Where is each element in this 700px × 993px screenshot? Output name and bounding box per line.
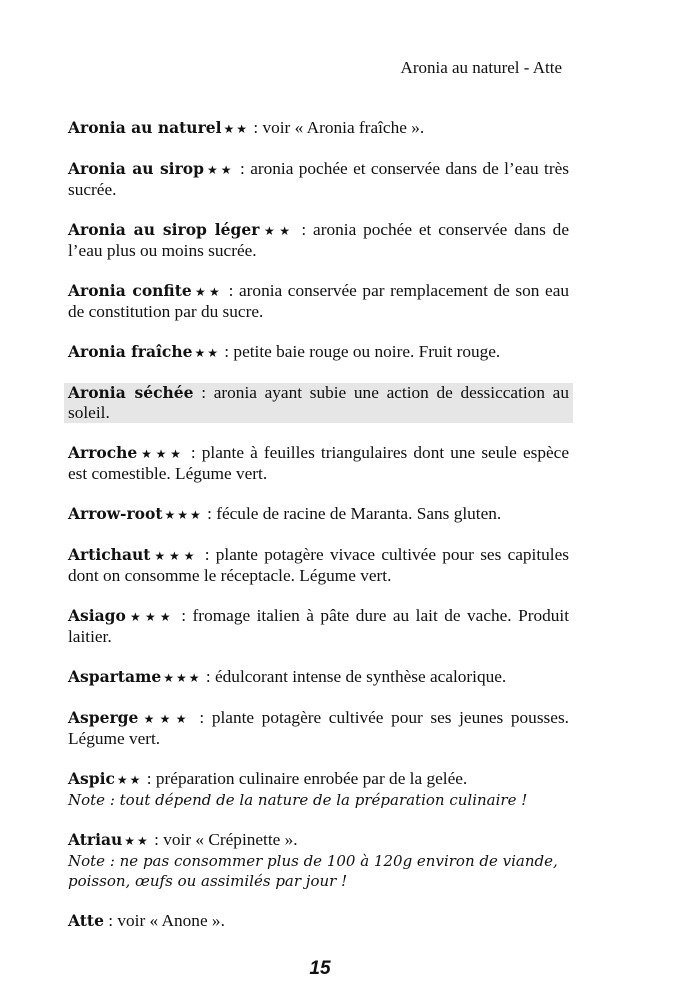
glossary-entry	[66, 342, 571, 363]
running-header: Aronia au naturel - Atte	[400, 58, 562, 77]
rating-stars-icon: ★★★	[140, 712, 192, 726]
rating-stars-icon: ★★	[124, 834, 150, 848]
rating-stars-icon: ★★★	[139, 447, 185, 461]
entry-term: Artichaut	[68, 545, 151, 564]
entry-term: Aspartame	[68, 667, 162, 686]
entry-definition: : plante potagère cultivée pour ses jeunes pousses. Légume vert.	[68, 708, 569, 748]
glossary-entry	[66, 606, 571, 647]
rating-stars-icon: ★★★	[164, 508, 203, 522]
entry-definition: : préparation culinaire enrobée par de la gelée.	[142, 769, 468, 788]
rating-stars-icon: ★★	[261, 224, 295, 238]
entry-definition: : aronia conservée par remplacement de son eau de constitution par du sucre.	[68, 281, 570, 321]
glossary-entry	[66, 118, 571, 139]
entry-definition: : aronia pochée et conservée dans de l’eau très sucrée.	[68, 159, 570, 199]
entry-term: Aronia au sirop	[68, 159, 204, 178]
entry-definition: : plante potagère vivace cultivée pour ses capitules dont on consomme le réceptacle. Légume vert.	[68, 545, 569, 585]
entry-definition: : fromage italien à pâte dure au lait de vache. Produit laitier.	[68, 606, 569, 646]
glossary-entry	[66, 911, 571, 931]
entry-definition: : aronia ayant subie une action de dessiccation au soleil.	[68, 383, 569, 422]
entry-term: Aronia confite	[68, 281, 192, 300]
rating-stars-icon: ★★	[193, 285, 224, 299]
glossary-entry	[66, 220, 571, 261]
entry-definition: : petite baie rouge ou noire. Fruit rouge.	[219, 342, 501, 361]
entry-term: Aronia au sirop léger	[68, 220, 260, 239]
glossary-entries	[66, 118, 571, 951]
entry-definition: : voir « Aronia fraîche ».	[249, 118, 425, 137]
rating-stars-icon: ★★	[194, 346, 220, 360]
glossary-entry	[66, 504, 571, 525]
rating-stars-icon: ★★	[205, 163, 235, 177]
entry-definition: : plante à feuilles triangulaires dont une seule espèce est comestible. Légume vert.	[68, 443, 569, 483]
entry-term: Aronia fraîche	[68, 342, 193, 361]
glossary-entry	[66, 443, 571, 484]
glossary-entry	[66, 545, 571, 586]
entry-definition: : voir « Anone ».	[103, 911, 225, 930]
entry-definition: : fécule de racine de Maranta. Sans gluten.	[202, 504, 502, 523]
glossary-entry	[66, 159, 571, 200]
rating-stars-icon: ★★★	[127, 610, 175, 624]
glossary-entry	[66, 830, 571, 891]
rating-stars-icon: ★★★	[152, 549, 199, 563]
glossary-entry	[66, 667, 571, 688]
entry-term: Asperge	[68, 708, 139, 727]
entry-definition: : voir « Crépinette ».	[149, 830, 298, 849]
glossary-entry	[66, 769, 571, 810]
glossary-entry	[66, 708, 571, 749]
page-number: 15	[309, 958, 331, 979]
entry-definition: : édulcorant intense de synthèse acalorique.	[201, 667, 507, 686]
entry-term: Asiago	[68, 606, 126, 625]
entry-term: Aronia séchée	[68, 383, 194, 402]
entry-note: Note : ne pas consommer plus de 100 à 120g environ de viande, poisson, œufs ou assimilés par jour !	[68, 852, 558, 890]
rating-stars-icon: ★★★	[163, 671, 202, 685]
rating-stars-icon: ★★	[223, 122, 250, 136]
entry-term: Aronia au naturel	[68, 118, 222, 137]
entry-term: Aspic	[68, 769, 115, 788]
glossary-entry-highlighted	[64, 383, 573, 423]
entry-term: Atte	[68, 911, 104, 930]
entry-term: Arrow-root	[68, 504, 163, 523]
entry-term: Atriau	[68, 830, 123, 849]
entry-note: Note : tout dépend de la nature de la préparation culinaire !	[68, 791, 528, 809]
entry-term: Arroche	[68, 443, 138, 462]
glossary-entry	[66, 281, 571, 322]
rating-stars-icon: ★★	[116, 773, 143, 787]
entry-definition: : aronia pochée et conservée dans de l’eau plus ou moins sucrée.	[68, 220, 569, 260]
